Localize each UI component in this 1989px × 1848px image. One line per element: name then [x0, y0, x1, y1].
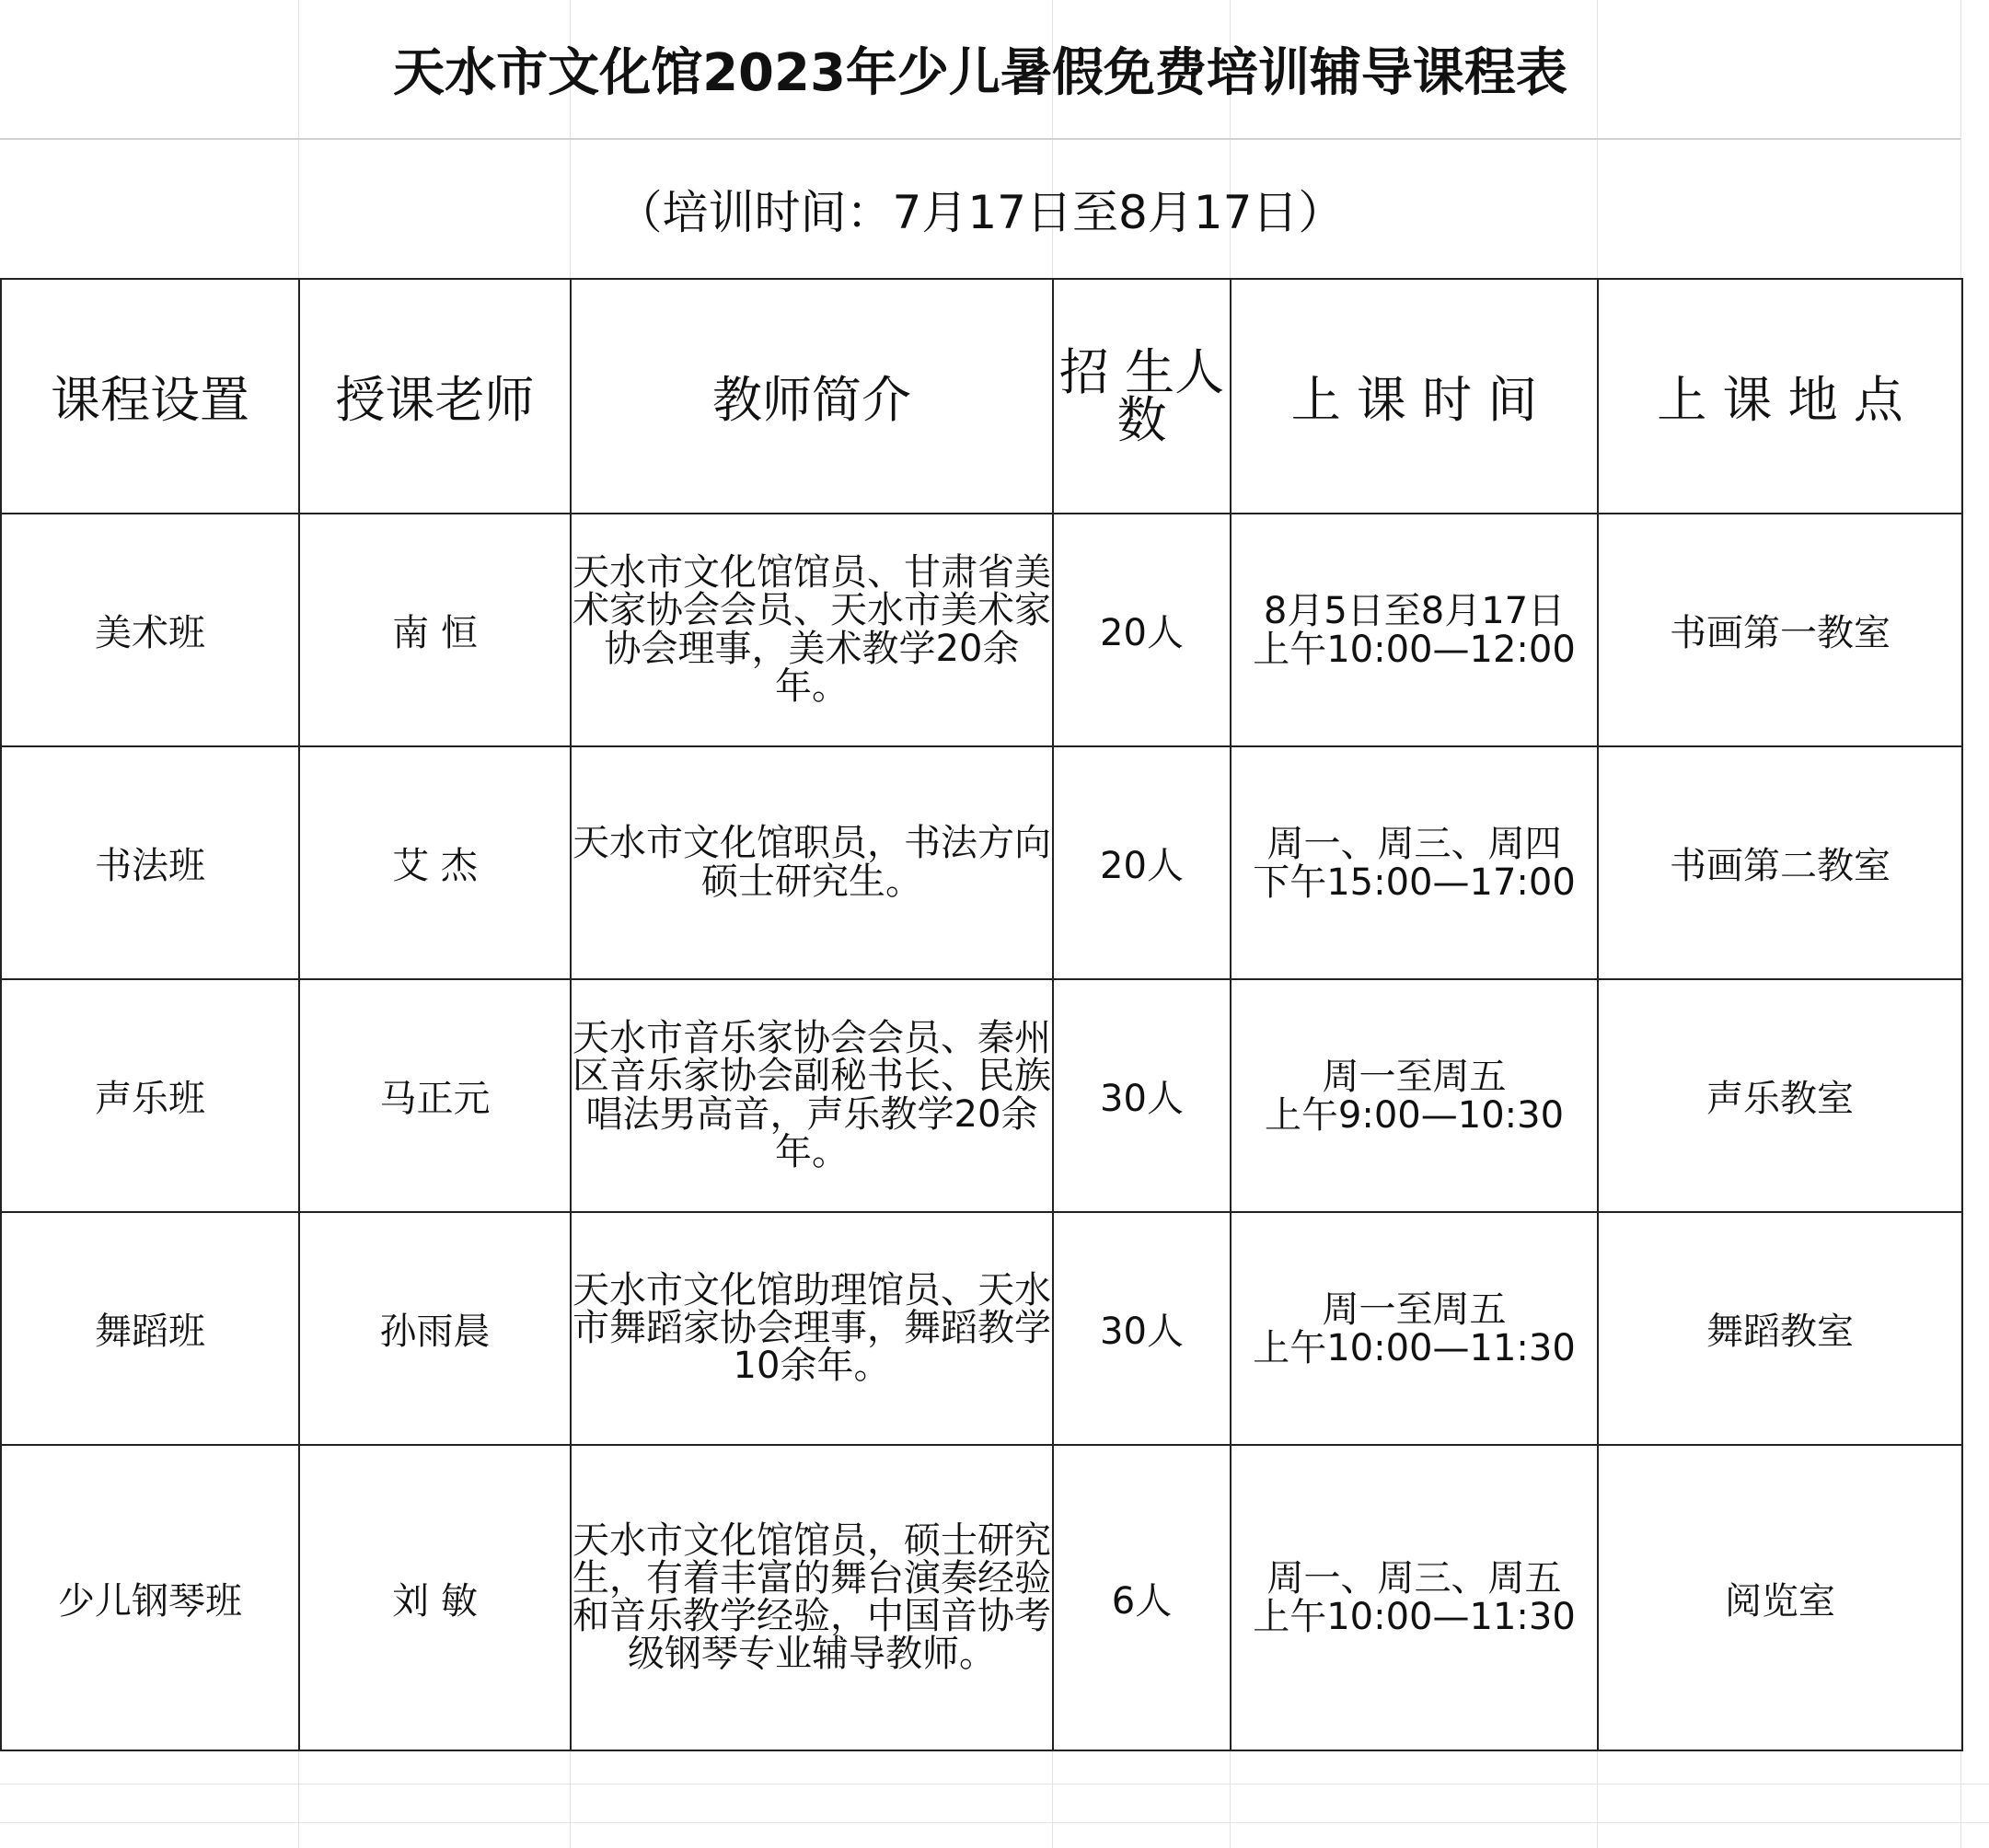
- count-cell: 30人: [1053, 979, 1231, 1212]
- time-line-1: 周一、周三、周四: [1266, 822, 1562, 865]
- bio-cell: 天水市音乐家协会会员、秦州区音乐家协会副秘书长、民族唱法男高音，声乐教学20余年。: [571, 979, 1053, 1212]
- count-cell: 30人: [1053, 1212, 1231, 1445]
- teacher-cell: 刘 敏: [299, 1445, 571, 1750]
- count-cell: 6人: [1053, 1445, 1231, 1750]
- time-line-1: 周一至周五: [1322, 1055, 1507, 1098]
- count-cell: 20人: [1053, 746, 1231, 979]
- time-line-1: 周一至周五: [1322, 1288, 1507, 1331]
- bio-cell: 天水市文化馆馆员、甘肃省美术家协会会员、天水市美术家协会理事，美术教学20余年。: [571, 514, 1053, 746]
- course-cell: 舞蹈班: [1, 1212, 299, 1445]
- time-cell: [1231, 979, 1598, 1212]
- course-cell: 美术班: [1, 514, 299, 746]
- page-title: 天水市文化馆2023年少儿暑假免费培训辅导课程表: [0, 0, 1960, 140]
- count-cell: 20人: [1053, 514, 1231, 746]
- header-count: 招 生人数: [1053, 279, 1231, 514]
- course-cell: 少儿钢琴班: [1, 1445, 299, 1750]
- time-line-1: 8月5日至8月17日: [1263, 589, 1566, 632]
- table-row: [1, 514, 1962, 746]
- table-row: [1, 1445, 1962, 1750]
- bio-cell: 天水市文化馆职员，书法方向硕士研究生。: [571, 746, 1053, 979]
- table-row: [1, 979, 1962, 1212]
- teacher-cell: 南 恒: [299, 514, 571, 746]
- teacher-cell: 艾 杰: [299, 746, 571, 979]
- time-cell: [1231, 514, 1598, 746]
- gridline: [0, 1822, 1989, 1823]
- schedule-table: [0, 278, 1963, 1751]
- teacher-cell: 孙雨晨: [299, 1212, 571, 1445]
- place-cell: 声乐教室: [1598, 979, 1962, 1212]
- header-bio: 教师简介: [571, 279, 1053, 514]
- table-header-row: [1, 279, 1962, 514]
- bio-cell: 天水市文化馆助理馆员、天水市舞蹈家协会理事，舞蹈教学10余年。: [571, 1212, 1053, 1445]
- time-line-2: 下午15:00—17:00: [1253, 860, 1576, 904]
- place-cell: 舞蹈教室: [1598, 1212, 1962, 1445]
- time-cell: [1231, 1445, 1598, 1750]
- time-cell: [1231, 1212, 1598, 1445]
- time-line-2: 上午10:00—11:30: [1253, 1596, 1576, 1638]
- header-place: 上 课 地 点: [1598, 279, 1962, 514]
- place-cell: 阅览室: [1598, 1445, 1962, 1750]
- table-row: [1, 1212, 1962, 1445]
- course-cell: 声乐班: [1, 979, 299, 1212]
- teacher-cell: 马正元: [299, 979, 571, 1212]
- header-course: 课程设置: [1, 279, 299, 514]
- table-row: [1, 746, 1962, 979]
- time-line-2: 上午10:00—11:30: [1253, 1326, 1576, 1369]
- place-cell: 书画第二教室: [1598, 746, 1962, 979]
- time-line-2: 上午9:00—10:30: [1264, 1093, 1565, 1137]
- header-time: 上 课 时 间: [1231, 279, 1598, 514]
- place-cell: 书画第一教室: [1598, 514, 1962, 746]
- course-cell: 书法班: [1, 746, 299, 979]
- time-line-1: 周一、周三、周五: [1266, 1557, 1562, 1600]
- time-cell: [1231, 746, 1598, 979]
- header-teacher: 授课老师: [299, 279, 571, 514]
- bio-cell: 天水市文化馆馆员，硕士研究生，有着丰富的舞台演奏经验和音乐教学经验，中国音协考级钢琴专业辅导教师。: [571, 1445, 1053, 1750]
- time-line-2: 上午10:00—12:00: [1253, 628, 1576, 671]
- page-subtitle: （培训时间：7月17日至8月17日）: [616, 186, 1345, 239]
